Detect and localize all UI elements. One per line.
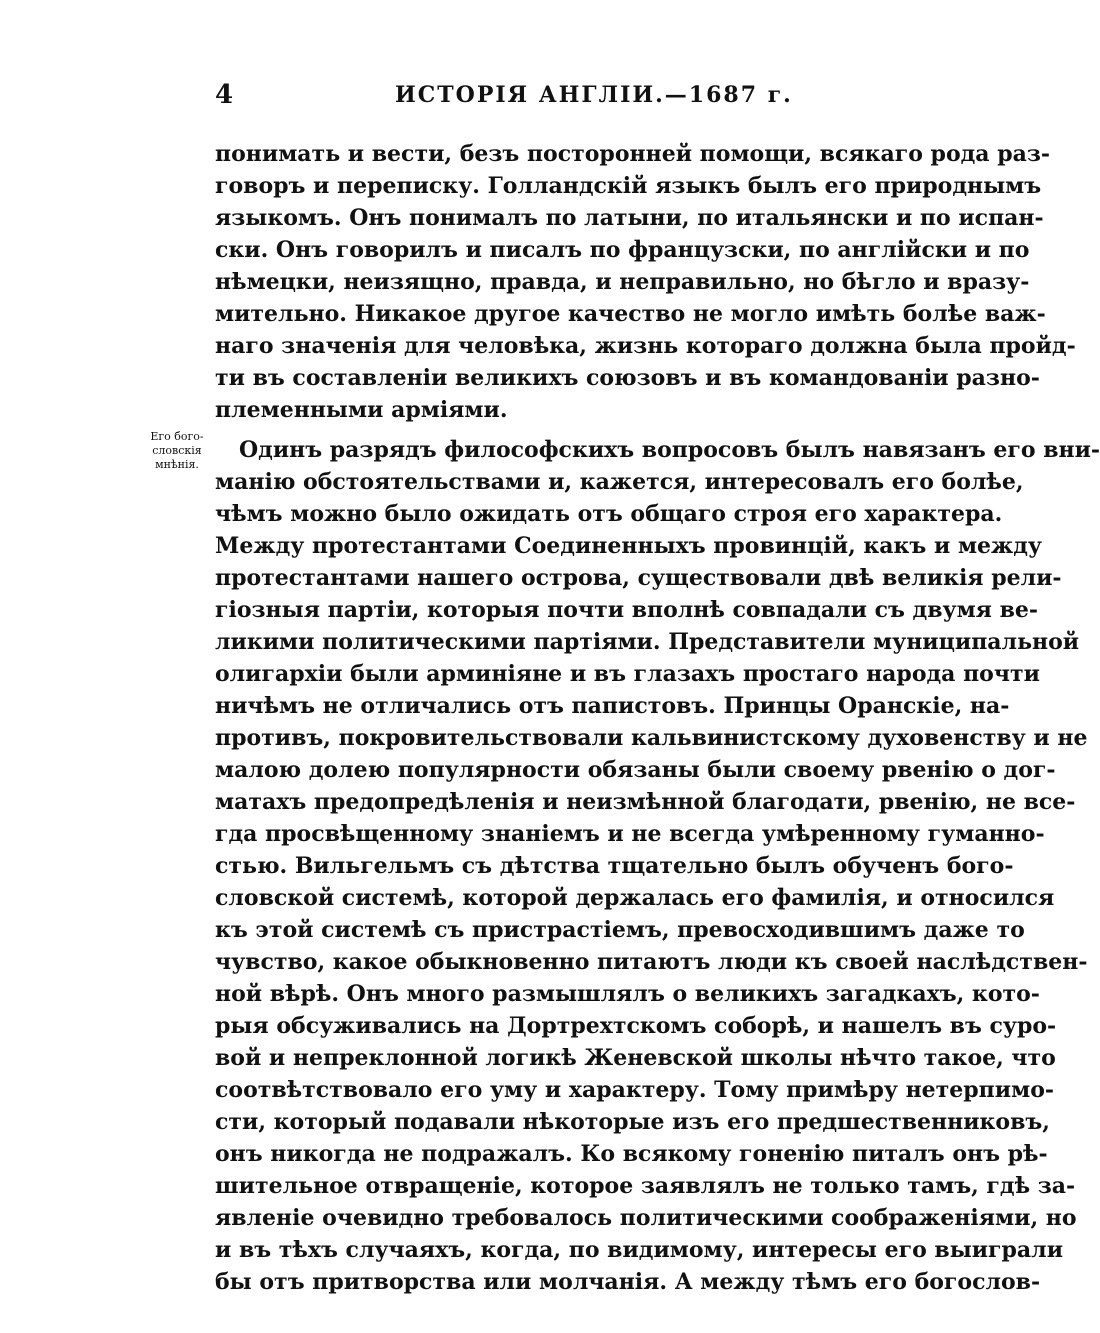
text-line: ликими политическими партіями. Представители муниципальной <box>215 629 1080 655</box>
text-line: ти въ составленіи великихъ союзовъ и въ командованіи разно- <box>215 365 1040 391</box>
paragraph-2 <box>215 434 1100 1298</box>
margin-note <box>142 430 212 472</box>
text-line: и въ тѣхъ случаяхъ, когда, по видимому, интересы его выиграли <box>215 1237 1064 1263</box>
text-line: чувство, какое обыкновенно питаютъ люди къ своей наслѣдствен- <box>215 949 1088 975</box>
paragraph-1 <box>215 138 1076 426</box>
text-line: олигархіи были арминіяне и въ глазахъ простаго народа почти <box>215 661 1040 687</box>
text-line: къ этой системѣ съ пристрастіемъ, превосходившимъ даже то <box>215 917 1025 943</box>
page-number: 4 <box>215 80 234 110</box>
running-title: ИСТОРІЯ АНГЛІИ.—1687 г. <box>395 82 793 108</box>
text-line: шительное отвращеніе, которое заявлялъ не только тамъ, гдѣ за- <box>215 1173 1076 1199</box>
text-line: онъ никогда не подражалъ. Ко всякому гоненію питалъ онъ рѣ- <box>215 1141 1048 1167</box>
text-line: Между протестантами Соединенныхъ провинцій, какъ и между <box>215 533 1043 559</box>
text-line: ной вѣрѣ. Онъ много размышлялъ о великихъ загадкахъ, кото- <box>215 981 1040 1007</box>
text-line: нѣмецки, неизящно, правда, и неправильно, но бѣгло и вразу- <box>215 269 1030 295</box>
text-line: гіозныя партіи, которыя почти вполнѣ совпадали съ двумя ве- <box>215 597 1039 623</box>
text-line: малою долею популярности обязаны были своему рвенію о дог- <box>215 757 1056 783</box>
text-line: явленіе очевидно требовалось политическими соображеніями, но <box>215 1205 1077 1231</box>
text-line: матахъ предопредѣленія и неизмѣнной благодати, рвенію, не все- <box>215 789 1076 815</box>
text-line: племенными арміями. <box>215 397 508 423</box>
text-line: гда просвѣщенному знаніемъ и не всегда умѣренному гуманно- <box>215 821 1045 847</box>
text-line: ски. Онъ говорилъ и писалъ по французски, по англійски и по <box>215 237 1030 263</box>
text-line: словской системѣ, которой держалась его фамилія, и относился <box>215 885 1055 911</box>
text-line: сти, который подавали нѣкоторые изъ его предшественниковъ, <box>215 1109 1050 1135</box>
text-line: языкомъ. Онъ понималъ по латыни, по итальянски и по испан- <box>215 205 1044 231</box>
margin-note-line: словскія <box>152 444 202 457</box>
text-line: противъ, покровительствовали кальвинистскому духовенству и не <box>215 725 1088 751</box>
text-line: мительно. Никакое другое качество не могло имѣть болѣе важ- <box>215 301 1046 327</box>
text-line: соотвѣтствовало его уму и характеру. Тому примѣру нетерпимо- <box>215 1077 1055 1103</box>
text-line: говоръ и переписку. Голландскій языкъ былъ его природнымъ <box>215 173 1042 199</box>
text-line: бы отъ притворства или молчанія. А между тѣмъ его богослов- <box>215 1269 1041 1295</box>
text-line: протестантами нашего острова, существовали двѣ великія рели- <box>215 565 1062 591</box>
text-line: ничѣмъ не отличались отъ папистовъ. Принцы Оранскіе, на- <box>215 693 1010 719</box>
text-line: стью. Вильгельмъ съ дѣтства тщательно былъ обученъ бого- <box>215 853 1014 879</box>
text-line: Одинъ разрядъ философскихъ вопросовъ былъ навязанъ его вни- <box>239 437 1100 463</box>
text-line: рыя обсуживались на Дортрехтскомъ соборѣ, и нашелъ въ суро- <box>215 1013 1057 1039</box>
text-line: наго значенія для человѣка, жизнь котораго должна была пройд- <box>215 333 1076 359</box>
body-text <box>215 138 1100 1298</box>
text-line: понимать и вести, безъ посторонней помощи, всякаго рода раз- <box>215 141 1051 167</box>
margin-note-line: мнѣнія. <box>155 458 199 471</box>
text-line: вой и непреклонной логикѣ Женевской школы нѣчто такое, что <box>215 1045 1056 1071</box>
margin-note-line: Его бого- <box>150 430 204 443</box>
text-line: манію обстоятельствами и, кажется, интересовалъ его болѣе, <box>215 469 1024 495</box>
text-line: чѣмъ можно было ожидать отъ общаго строя его характера. <box>215 501 1003 527</box>
page-header <box>215 80 895 116</box>
